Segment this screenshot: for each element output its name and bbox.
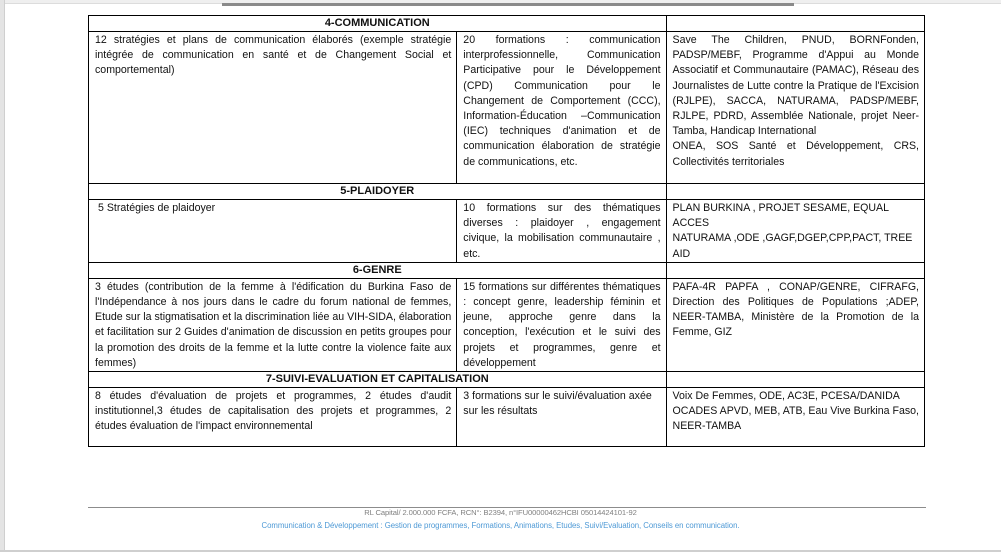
table-row [89,388,925,447]
partners-text: PLAN BURKINA , PROJET SESAME, EQUAL ACCES [672,202,889,230]
studies-cell: 12 stratégies et plans de communication élaborés (exemple stratégie intégrée de communication en santé et de Changement Social et comportemental) [89,32,457,184]
page-header-rule [222,3,794,6]
section-title-communication: 4-COMMUNICATION [89,16,667,32]
trainings-cell: 15 formations sur différentes thématiques : concept genre, leadership féminin et jeune, approche genre dans la conception, l'exécution et le suivi des projets et programmes, genre et développement [457,278,666,371]
partners-cell [666,388,924,447]
partners-text-2: NATURAMA ,ODE ,GAGF,DGEP,CPP,PACT, TREE AID [672,232,913,260]
studies-cell: 5 Stratégies de plaidoyer [89,200,457,263]
activities-table [88,15,925,447]
studies-cell: 8 études d'évaluation de projets et programmes, 2 études d'audit institutionnel,3 études de capitalisation des projets et programmes, 2 études évaluation de l'impact environnemental [89,388,457,447]
partners-text: Save The Children, PNUD, BORNFonden, PADSP/MEBF, Programme d'Appui au Monde Associatif et Communautaire (PAMAC), Réseau des Journalistes de Lutte contre la Pratique de l'Excision (RJLPE), SACCA, NATURAMA, PADSP/MEBF, RJLPE, PDRD, Assemblée Nationale, projet Neer-Tamba, Handicap International [672,34,919,138]
section-title-suivi-evaluation: 7-SUIVI-EVALUATION ET CAPITALISATION [89,372,667,388]
table-row [89,200,925,263]
table-row [89,32,925,184]
footer-legal-info: RL Capital/ 2.000.000 FCFA, RCN°: B2394, n°IFU00000462HCBI 05014424101-92 [364,508,637,517]
trainings-cell: 20 formations : communication interprofessionnelle, Communication Participative pour le Développement (CPD) Communication pour le Changement de Comportement (CCC), Information-Éducation –Communication (IEC) techniques d'animation et de communication élaboration de stratégie de communications, etc. [457,32,666,184]
partners-cell [666,278,924,371]
empty-cell [666,262,924,278]
section-title-plaidoyer: 5-PLAIDOYER [89,184,667,200]
trainings-cell: 10 formations sur des thématiques diverses : plaidoyer , engagement civique, la mobilisation communautaire , etc. [457,200,666,263]
empty-cell [666,372,924,388]
partners-cell [666,200,924,263]
empty-cell [666,184,924,200]
partners-text-2: ONEA, SOS Santé et Développement, CRS, Collectivités territoriales [672,140,919,168]
trainings-cell: 3 formations sur le suivi/évaluation axée sur les résultats [457,388,666,447]
partners-text: Voix De Femmes, ODE, AC3E, PCESA/DANIDA [672,390,900,403]
empty-cell [666,16,924,32]
table-row [89,278,925,371]
section-header-row [89,372,925,388]
partners-text: PAFA-4R PAPFA , CONAP/GENRE, CIFRAFG, Direction des Politiques de Populations ;ADEP, NEER-TAMBA, Ministère de la Promotion de la Femme, GIZ [672,280,919,339]
partners-cell [666,32,924,184]
section-header-row [89,184,925,200]
section-header-row [89,16,925,32]
footer-tagline: Communication & Développement : Gestion de programmes, Formations, Animations, Etudes, Suivi/Evaluation, Conseils en communication. [261,521,740,530]
partners-text-2: OCADES APVD, MEB, ATB, Eau Vive Burkina Faso, NEER-TAMBA [672,405,919,433]
section-title-genre: 6-GENRE [89,262,667,278]
section-header-row [89,262,925,278]
window-left-edge [0,0,5,552]
studies-cell: 3 études (contribution de la femme à l'édification du Burkina Faso de l'Indépendance à nos jours dans le cadre du forum national de femmes, Etude sur la stigmatisation et la discrimination liée au VIH-SIDA, élaboration et facilitation sur 2 Guides d'animation de discussion en petits groupes pour la promotion des droits de la femme et la lutte contre la violence faite aux femmes) [89,278,457,371]
